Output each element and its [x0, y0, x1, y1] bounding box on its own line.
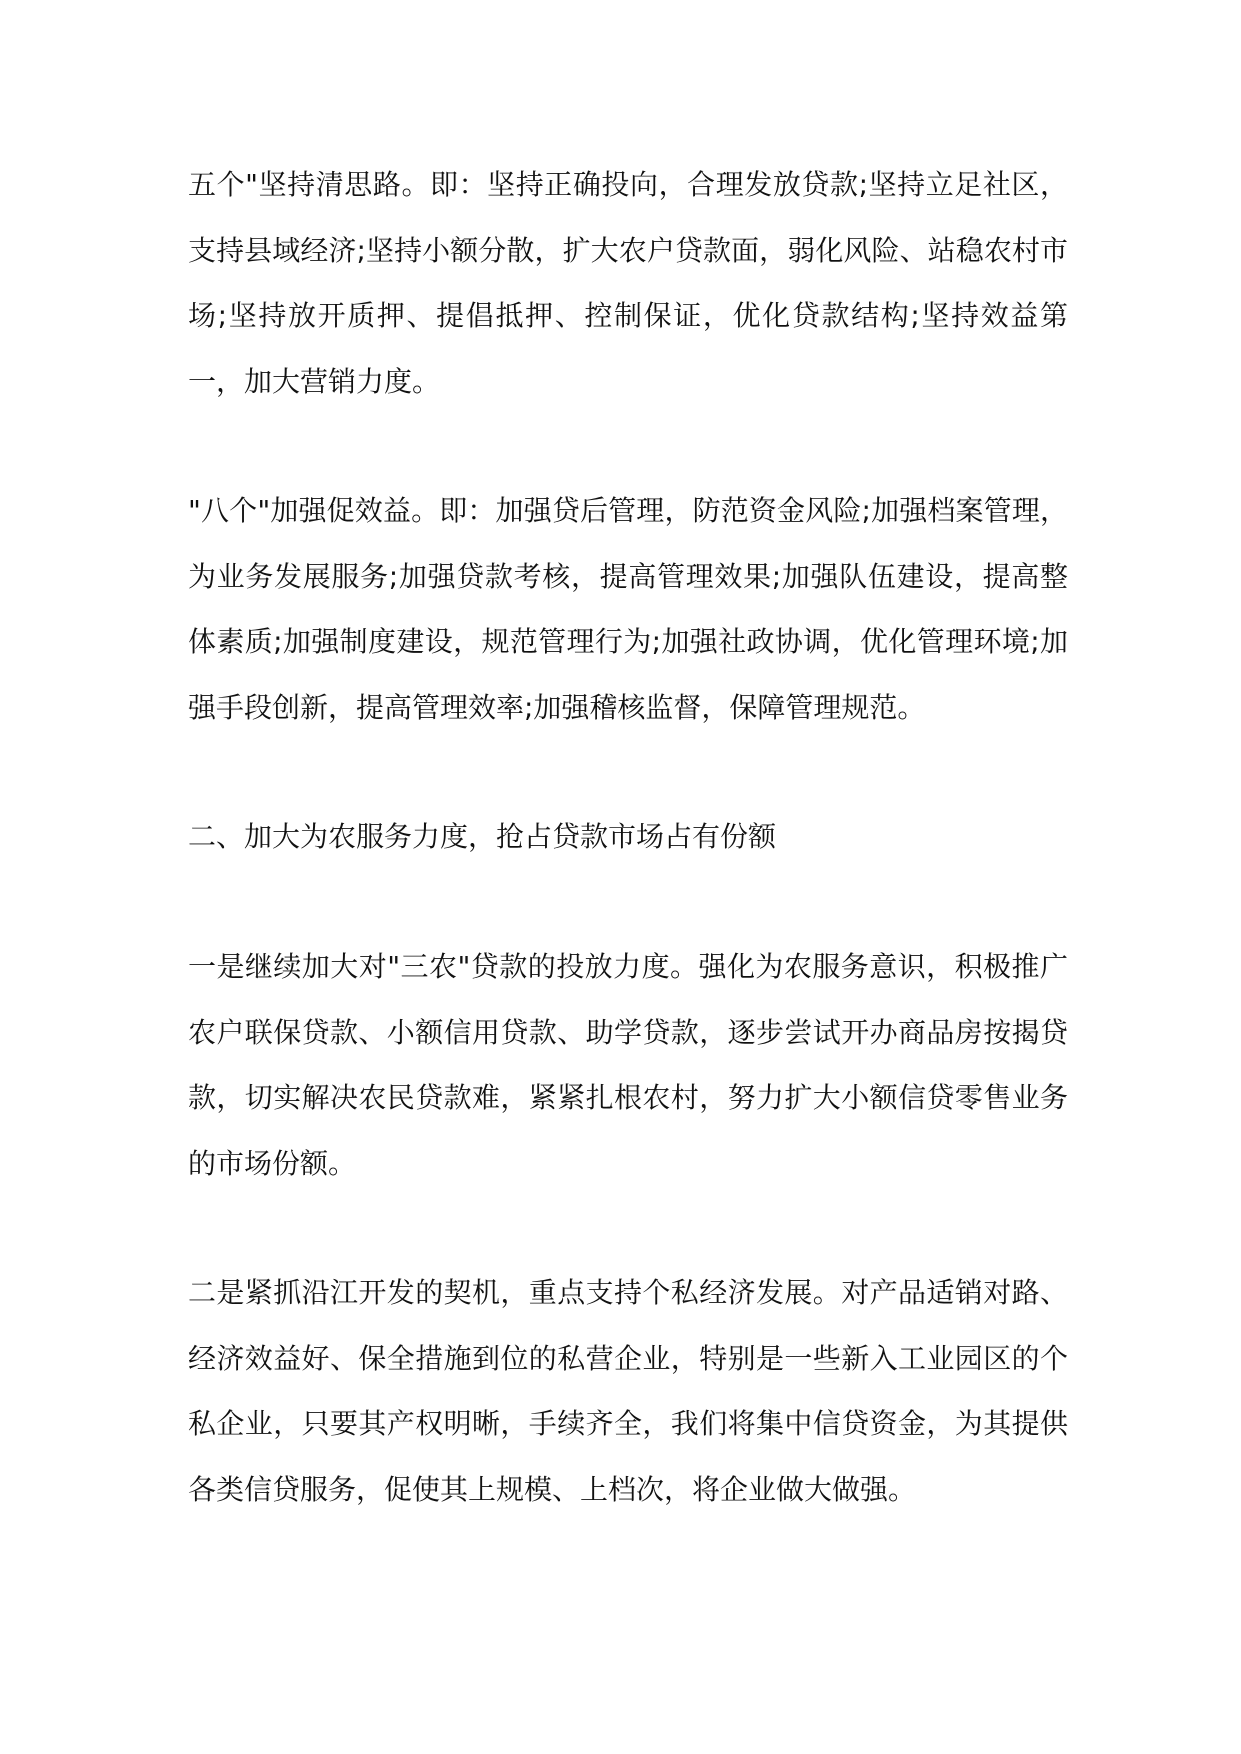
section-heading-2: 二、加大为农服务力度，抢占贷款市场占有份额	[188, 820, 777, 853]
paragraph-eight-strengthens: "八个"加强促效益。即：加强贷后管理，防范资金风险;加强档案管理，为业务发展服务;加强贷款考核，提高管理效果;加强队伍建设，提高整体素质;加强制度建设，规范管理行为;加强社政协调，优化管理环境;加强手段创新，提高管理效率;加强稽核监督，保障管理规范。	[188, 494, 1068, 724]
paragraph-second-point: 二是紧抓沿江开发的契机，重点支持个私经济发展。对产品适销对路、经济效益好、保全措施到位的私营企业，特别是一些新入工业园区的个私企业，只要其产权明晰，手续齐全，我们将集中信贷资金，为其提供各类信贷服务，促使其上规模、上档次，将企业做大做强。	[188, 1276, 1068, 1506]
paragraph-first-point: 一是继续加大对"三农"贷款的投放力度。强化为农服务意识，积极推广农户联保贷款、小额信用贷款、助学贷款，逐步尝试开办商品房按揭贷款，切实解决农民贷款难，紧紧扎根农村，努力扩大小额信贷零售业务的市场份额。	[188, 950, 1068, 1180]
paragraph-five-persists: 五个"坚持清思路。即：坚持正确投向，合理发放贷款;坚持立足社区，支持县域经济;坚持小额分散，扩大农户贷款面，弱化风险、站稳农村市场;坚持放开质押、提倡抵押、控制保证，优化贷款结构;坚持效益第一，加大营销力度。	[188, 168, 1068, 398]
